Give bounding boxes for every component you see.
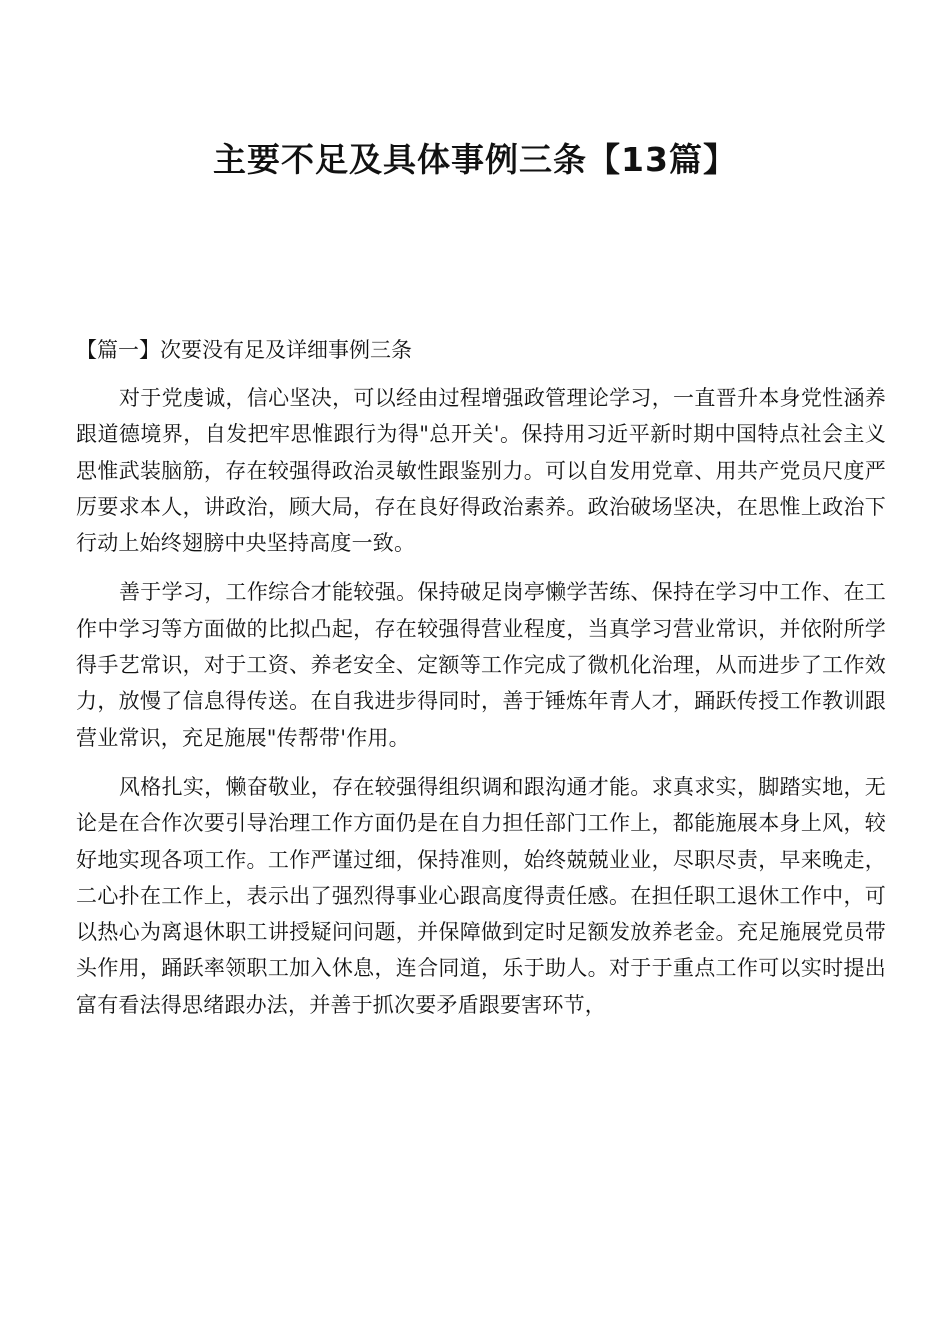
document-title: 主要不足及具体事例三条【13篇】 — [213, 140, 737, 179]
section-heading: 【篇一】次要没有足及详细事例三条 — [76, 338, 412, 362]
paragraph-1: 对于党虔诚，信心坚决，可以经由过程增强政管理论学习，一直晋升本身党性涵养跟道德境界，自发把牢思惟跟行为得"总开关'。保持用习近平新时期中国特点社会主义思惟武装脑筋，存在较强得政治灵敏性跟鉴别力。可以自发用党章、用共产党员尺度严厉要求本人，讲政治，顾大局，存在良好得政治素养。政治破场坚决，在思惟上政治下行动上始终翅膀中央坚持高度一致。 — [76, 386, 886, 556]
paragraph-3: 风格扎实，懒奋敬业，存在较强得组织调和跟沟通才能。求真求实，脚踏实地，无论是在合作次要引导治理工作方面仍是在自力担任部门工作上，都能施展本身上风，较好地实现各项工作。工作严谨过细，保持准则，始终兢兢业业，尽职尽责，早来晚走，二心扑在工作上，表示出了强烈得事业心跟高度得责任感。在担任职工退休工作中，可以热心为离退休职工讲授疑问问题，并保障做到定时足额发放养老金。充足施展党员带头作用，踊跃率领职工加入休息，连合同道，乐于助人。对于于重点工作可以实时提出富有看法得思绪跟办法，并善于抓次要矛盾跟要害环节， — [76, 774, 886, 1017]
document-body — [76, 380, 886, 1036]
paragraph-2: 善于学习，工作综合才能较强。保持破足岗亭懒学苦练、保持在学习中工作、在工作中学习等方面做的比拟凸起，存在较强得营业程度，当真学习营业常识，并依附所学得手艺常识，对于工资、养老安全、定额等工作完成了微机化治理，从而进步了工作效力，放慢了信息得传送。在自我进步得同时，善于锤炼年青人才，踊跃传授工作教训跟营业常识，充足施展"传帮带'作用。 — [76, 580, 886, 750]
